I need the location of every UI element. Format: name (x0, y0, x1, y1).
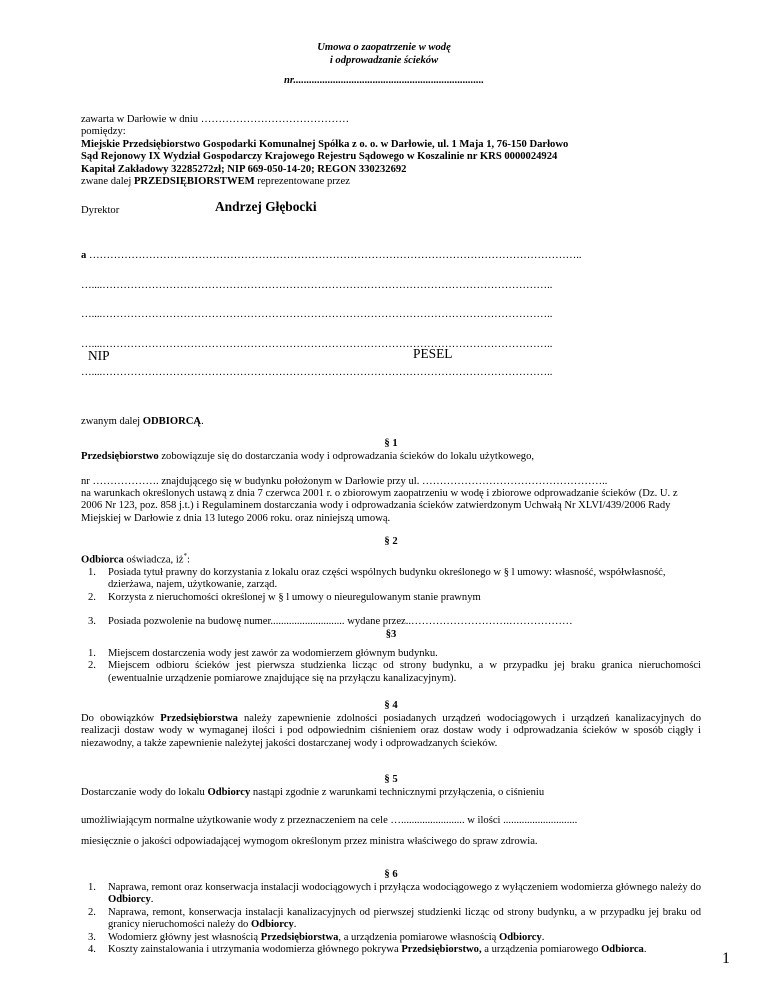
company-line-2: Sąd Rejonowy IX Wydział Gospodarczy Krajowego Rejestru Sądowego w Koszalinie nr KRS 0000024924 (81, 151, 558, 163)
s6-item-4-num: 4. (88, 944, 96, 956)
s3-item-1-num: 1. (88, 648, 96, 659)
director-label: Dyrektor (81, 205, 120, 216)
named-post: . (201, 416, 204, 427)
s6-item-3-bold-2: Odbiorcy (499, 931, 542, 943)
s4-bold: Przedsiębiorstwa (160, 713, 238, 724)
section-1-heading: § 1 (384, 438, 398, 449)
title-line-1: Umowa o zaopatrzenie w wodę (317, 42, 451, 53)
recipient-line-5: …....……………………………………………………………………………………………………………….. (81, 367, 553, 378)
s6-item-1-post: . (150, 894, 154, 906)
s6-item-4 (81, 944, 701, 956)
s6-item-3-num: 3. (88, 931, 96, 943)
s2-item-3 (81, 616, 701, 628)
s6-item-3-bold-1: Przedsiębiorstwa (260, 931, 339, 943)
section-2-heading: § 2 (384, 536, 398, 547)
section-1-p2: nr ………………. znajdującego się w budynku położonym w Darłowie przy ul. …………………………………………….. (81, 476, 608, 487)
recipient-named-line (81, 416, 204, 428)
s3-item-2-num: 2. (88, 660, 96, 672)
document-title (0, 42, 768, 68)
s2-intro-bold: Odbiorca (81, 554, 124, 566)
between-line: pomiędzy: (81, 126, 126, 138)
s6-item-1-num: 1. (88, 882, 96, 893)
s3-item-1 (81, 648, 701, 660)
s2-intro-sup: * (183, 552, 187, 560)
recipient-dots-1: ………………………………………………………………………………………………………………………….. (88, 250, 582, 261)
s2-item-1-text: Posiada tytuł prawny do korzystania z lokalu oraz części wspólnych budynku określonego w § l umowy: własność, współwłasność, dzierżawa, najem, użytkowanie, zarząd. (108, 566, 666, 591)
s2-item-3-num: 3. (88, 616, 96, 628)
section-3-heading: §3 (385, 629, 397, 640)
represented-post: reprezentowane przez (254, 176, 350, 188)
s6-item-3-mid: , a urządzenia pomiarowe własnością (338, 931, 500, 943)
pesel-label: PESEL (413, 346, 453, 361)
title-line-2: i odprowadzanie ścieków (329, 54, 439, 66)
intro-line: zawarta w Darłowie w dniu …………………………………… (81, 114, 350, 125)
nip-label: NIP (88, 348, 110, 363)
s6-item-1-pre: Naprawa, remont oraz konserwacja instalacji wodociągowych i przyłącza wodociągowego z wyłączeniem wodomierza głównego należy do (108, 882, 701, 893)
recipient-line-2: …....……………………………………………………………………………………………………………….. (81, 280, 553, 291)
s6-item-1-bold: Odbiorcy (108, 894, 151, 906)
section-4-heading: § 4 (384, 700, 398, 711)
s2-item-2 (81, 592, 701, 604)
recipient-line-3: …....……………………………………………………………………………………………………………….. (81, 309, 553, 320)
s6-item-1 (81, 882, 701, 907)
s2-item-1-num: 1. (88, 566, 96, 578)
section-5-p2: umożliwiającym normalne użytkowanie wody z przeznaczeniem na cele …........................ w ilości ............................ (81, 815, 578, 826)
company-line-1: Miejskie Przedsiębiorstwo Gospodarki Komunalnej Spółka z o. o. w Darłowie, ul. 1 Maja 1, 76-150 Darłowo (81, 138, 569, 150)
s6-item-2-bold: Odbiorcy (250, 919, 294, 931)
section-5-heading: § 5 (384, 774, 398, 785)
s6-item-3-post: . (541, 931, 545, 943)
section-3-block (81, 648, 701, 685)
s2-intro-end: : (187, 554, 190, 566)
represented-pre: zwane dalej (81, 176, 134, 188)
s6-item-4-pre: Koszty zainstalowania i utrzymania wodomierza głównego pokrywa (108, 944, 402, 956)
s6-item-4-bold-2: Odbiorca (601, 944, 644, 956)
s6-item-4-post: . (643, 944, 647, 956)
section-1-p1 (81, 451, 701, 463)
s5-bold: Odbiorcy (207, 787, 251, 798)
represented-name: PRZEDSIĘBIORSTWEM (133, 176, 255, 188)
company-line-3: Kapitał Zakładowy 32285272zł; NIP 669-050-14-20; REGON 330232692 (81, 163, 407, 175)
s3-item-2-text: Miejscem odbioru ścieków jest pierwsza studzienka licząc od strony budynku, a w przypadku jej braku granica nieruchomości (ewentualnie urządzenie pomiarowe znajdujące się na przyłączu kanalizacyjnym). (108, 660, 701, 684)
contract-number: nr........................................................................ (283, 75, 485, 86)
s6-item-2-num: 2. (88, 906, 96, 918)
section-4-text (81, 713, 701, 750)
s1-bold: Przedsiębiorstwo (81, 451, 159, 462)
s3-item-1-text: Miejscem dostarczenia wody jest zawór za wodomierzem głównym budynku. (108, 648, 438, 659)
section-6-heading: § 6 (384, 869, 398, 880)
represented-line (81, 176, 701, 188)
recipient-line-a (81, 250, 701, 262)
s6-item-4-bold-1: Przedsiębiorstwo, (401, 944, 482, 956)
s1-rest: zobowiązuje się do dostarczania wody i odprowadzania ścieków do lokalu użytkowego, (158, 451, 535, 462)
s6-item-3-pre: Wodomierz główny jest własnością (108, 931, 261, 943)
s3-item-2 (81, 660, 701, 685)
s2-item-2-num: 2. (88, 591, 96, 603)
s2-item-3-text: Posiada pozwolenie na budowę numer............................ wydane przez..……………………….……………… (108, 616, 573, 628)
section-1-p3: na warunkach określonych ustawą z dnia 7 czerwca 2001 r. o zbiorowym zaopatrzeniu w wodę i zbiorowe odprowadzanie ścieków (Dz. U. z 2006 Nr 123, poz. 858 j.t.) i Regulaminem dostarczania wody i odprowadzania ścieków zatwierdzonym Uchwałą Nr XLVI/439/2006 Rady Miejskiej w Darłowie z dnia 13 lutego 2006 roku. oraz niniejszą umową. (81, 488, 678, 524)
s6-item-2-pre: Naprawa, remont, konserwacja instalacji kanalizacyjnych od pierwszej studzienki licząc od strony budynku, a w przypadku jej braku od granicy nieruchomości należy do (108, 906, 701, 931)
named-name: ODBIORCĄ (142, 416, 202, 427)
recipient-line-4: …....……………………………………………………………………………………………………………….. (81, 339, 553, 350)
page-number: 1 (722, 950, 730, 967)
s5-pre: Dostarczanie wody do lokalu (81, 787, 208, 798)
s2-item-1 (81, 567, 701, 592)
named-pre: zwanym dalej (81, 416, 143, 427)
s2-item-2-text: Korzysta z nieruchomości określonej w § l umowy o nieuregulowanym stanie prawnym (108, 591, 481, 603)
recipient-a-prefix: a (81, 250, 87, 261)
section-5-p1 (81, 787, 701, 799)
director-name: Andrzej Głębocki (215, 199, 317, 214)
section-5-p3: miesięcznie o jakości odpowiadającej wymogom określonym przez ministra właściwego do spraw zdrowia. (81, 836, 538, 847)
s4-pre: Do obowiązków (81, 713, 161, 724)
s6-item-2-post: . (293, 919, 297, 931)
s5-post: nastąpi zgodnie z warunkami technicznymi przyłączenia, o ciśnieniu (250, 787, 545, 798)
section-2-block (81, 550, 701, 629)
s6-item-4-mid: a urządzenia pomiarowego (481, 944, 602, 956)
s2-intro (81, 550, 701, 567)
s4-post: należy zapewnienie zdolności posiadanych urządzeń wodociągowych i urządzeń kanalizacyjnych do realizacji dostaw wody w wymaganej ilości i pod odpowiednim ciśnieniem oraz dostaw wody i odprowadzania ścieków w sposób ciągły i niezawodny, a także zapewnienie należytej jakości dostarczanej wody i odprowadzanych ścieków. (81, 713, 701, 749)
s2-intro-rest: oświadcza, iż (123, 554, 184, 566)
section-6-block (81, 882, 701, 956)
s6-item-3 (81, 932, 701, 944)
s6-item-2 (81, 907, 701, 932)
parties-block (81, 114, 701, 188)
